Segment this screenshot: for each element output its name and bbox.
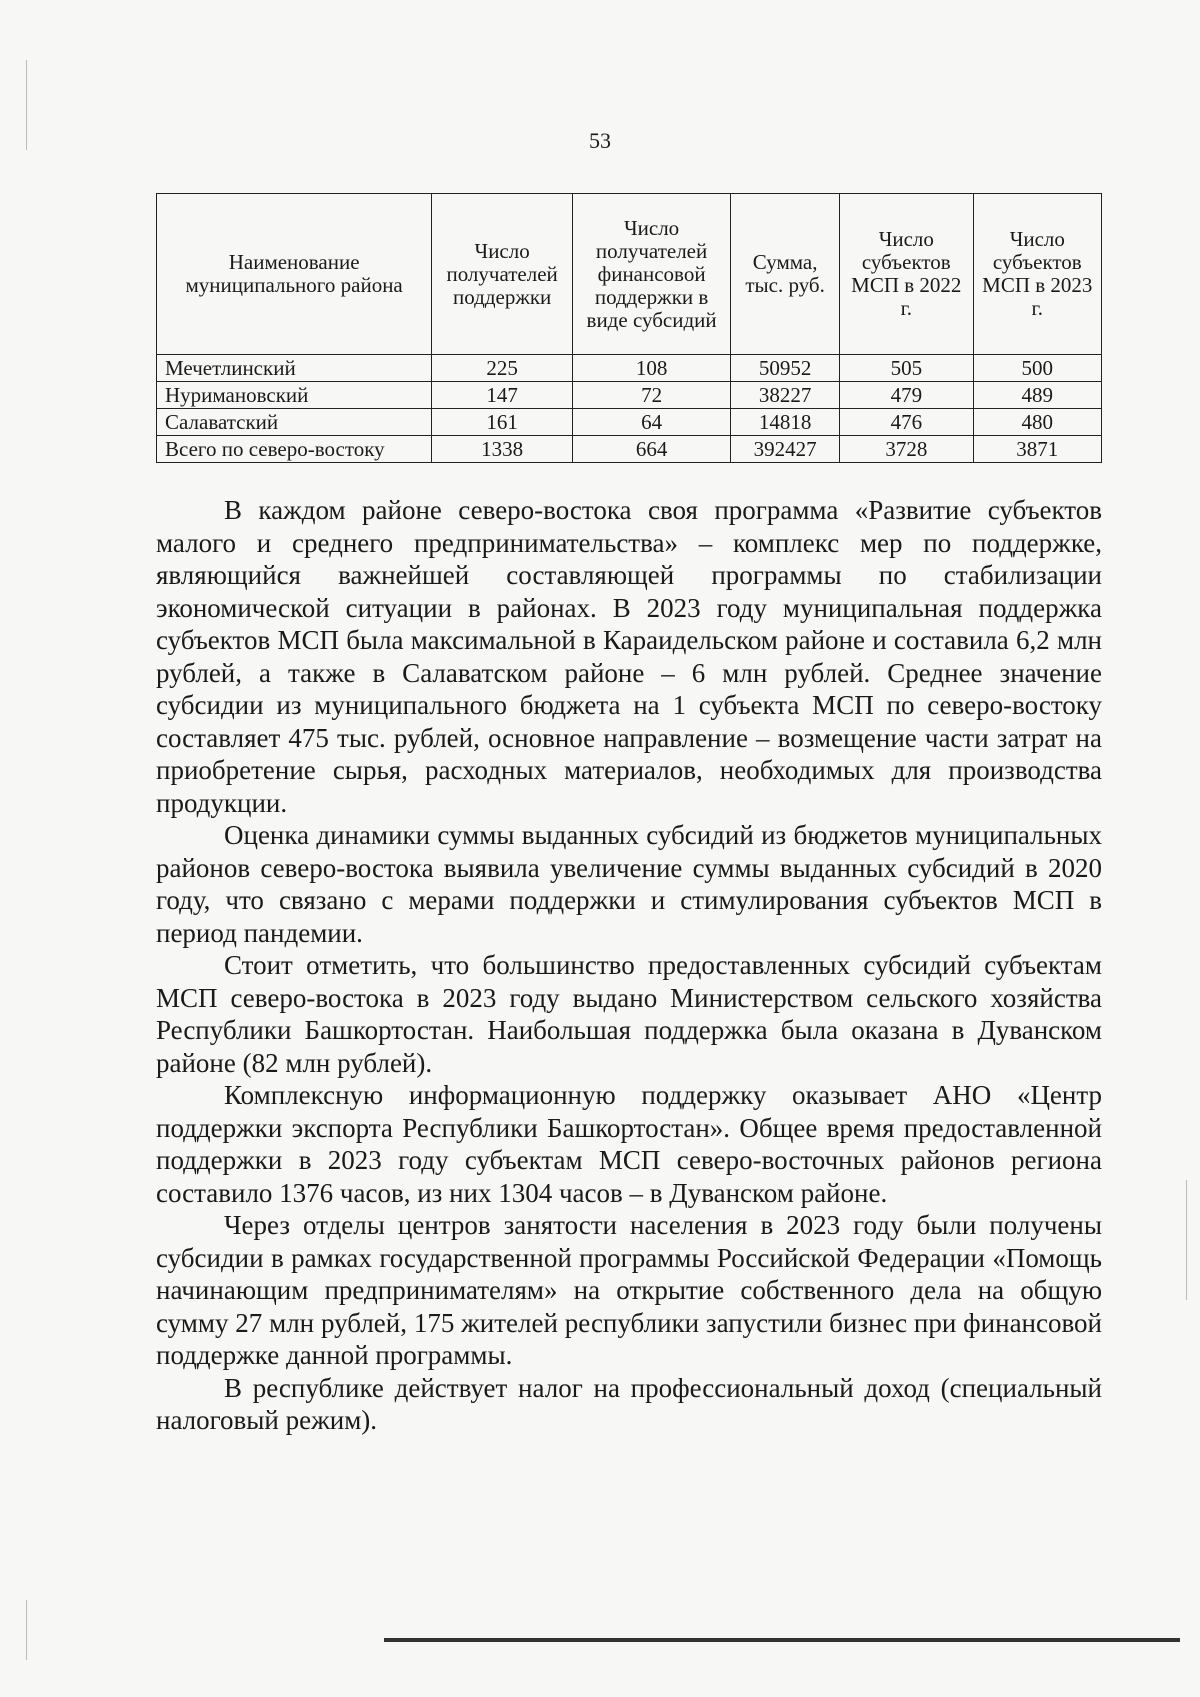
table-cell: 14818 xyxy=(731,409,840,436)
column-header: Наименование муниципального района xyxy=(157,194,432,355)
table-cell: 476 xyxy=(840,409,974,436)
table-cell: 50952 xyxy=(731,355,840,382)
paragraph: Комплексную информационную поддержку оказывает АНО «Центр поддержки экспорта Республики Башкортостан». Общее время предоставленной поддержки в 2023 году субъектам МСП северо-восточных районов региона составило 1376 часов, из них 1304 часов – в Дуванском районе. xyxy=(156,1080,1102,1208)
table-cell: 147 xyxy=(432,382,573,409)
table-cell: 505 xyxy=(840,355,974,382)
paragraph: В республике действует налог на профессиональный доход (специальный налоговый режим). xyxy=(156,1372,1102,1435)
paragraph: В каждом районе северо-востока своя программа «Развитие субъектов малого и среднего предпринимательства» – комплекс мер по поддержке, являющийся важнейшей составляющей программы по стабилизации экономической ситуации в районах. В 2023 году муниципальная поддержка субъектов МСП была максимальной в Караидельском районе и составила 6,2 млн рублей, а также в Салаватском районе – 6 млн рублей. Среднее значение субсидии из муниципального бюджета на 1 субъекта МСП по северо-востоку составляет 475 тыс. рублей, основное направление – возмещение части затрат на приобретение сырья, расходных материалов, необходимых для производства продукции. xyxy=(156,495,1102,818)
table-cell: 225 xyxy=(432,355,573,382)
table-cell: 489 xyxy=(973,382,1101,409)
table-cell: 664 xyxy=(573,436,731,463)
column-header: Число субъектов МСП в 2023 г. xyxy=(973,194,1101,355)
table-cell-district: Всего по северо-востоку xyxy=(157,436,432,463)
table-cell: 64 xyxy=(573,409,731,436)
column-header: Число получателей финансовой поддержки в виде субсидий xyxy=(573,194,731,355)
table-cell: 3728 xyxy=(840,436,974,463)
column-header: Сумма, тыс. руб. xyxy=(731,194,840,355)
table-cell: 480 xyxy=(973,409,1101,436)
column-header: Число субъектов МСП в 2022 г. xyxy=(840,194,974,355)
table-cell: 161 xyxy=(432,409,573,436)
table-cell-district: Мечетлинский xyxy=(157,355,432,382)
table-cell-district: Нуримановский xyxy=(157,382,432,409)
scan-margin-mark xyxy=(1186,1180,1187,1300)
table-cell: 500 xyxy=(973,355,1101,382)
table-cell: 392427 xyxy=(731,436,840,463)
paragraph: Через отделы центров занятости населения в 2023 году были получены субсидии в рамках государственной программы Российской Федерации «Помощь начинающим предпринимателям» на открытие собственного дела на общую сумму 27 млн рублей, 175 жителей республики запустили бизнес при финансовой поддержке данной программы. xyxy=(156,1210,1102,1370)
body-text xyxy=(156,494,1102,1437)
table-header-row xyxy=(157,194,1102,355)
bottom-rule xyxy=(384,1638,1180,1642)
table-cell: 108 xyxy=(573,355,731,382)
table-cell-district: Салаватский xyxy=(157,409,432,436)
page-number: 53 xyxy=(589,128,611,153)
table-row xyxy=(157,355,1102,382)
table-row-total xyxy=(157,436,1102,463)
table-cell: 479 xyxy=(840,382,974,409)
table-cell: 72 xyxy=(573,382,731,409)
table-cell: 38227 xyxy=(731,382,840,409)
paragraph: Стоит отметить, что большинство предоставленных субсидий субъектам МСП северо-востока в 2023 году выдано Министерством сельского хозяйства Республики Башкортостан. Наибольшая поддержка была оказана в Дуванском районе (82 млн рублей). xyxy=(156,950,1102,1078)
table-row xyxy=(157,409,1102,436)
paragraph: Оценка динамики суммы выданных субсидий из бюджетов муниципальных районов северо-востока выявила увеличение суммы выданных субсидий в 2020 году, что связано с мерами поддержки и стимулирования субъектов МСП в период пандемии. xyxy=(156,820,1102,948)
table-cell: 3871 xyxy=(973,436,1101,463)
table-cell: 1338 xyxy=(432,436,573,463)
column-header: Число получателей поддержки xyxy=(432,194,573,355)
data-table xyxy=(156,193,1102,463)
scan-margin-mark xyxy=(26,1600,27,1660)
table-row xyxy=(157,382,1102,409)
